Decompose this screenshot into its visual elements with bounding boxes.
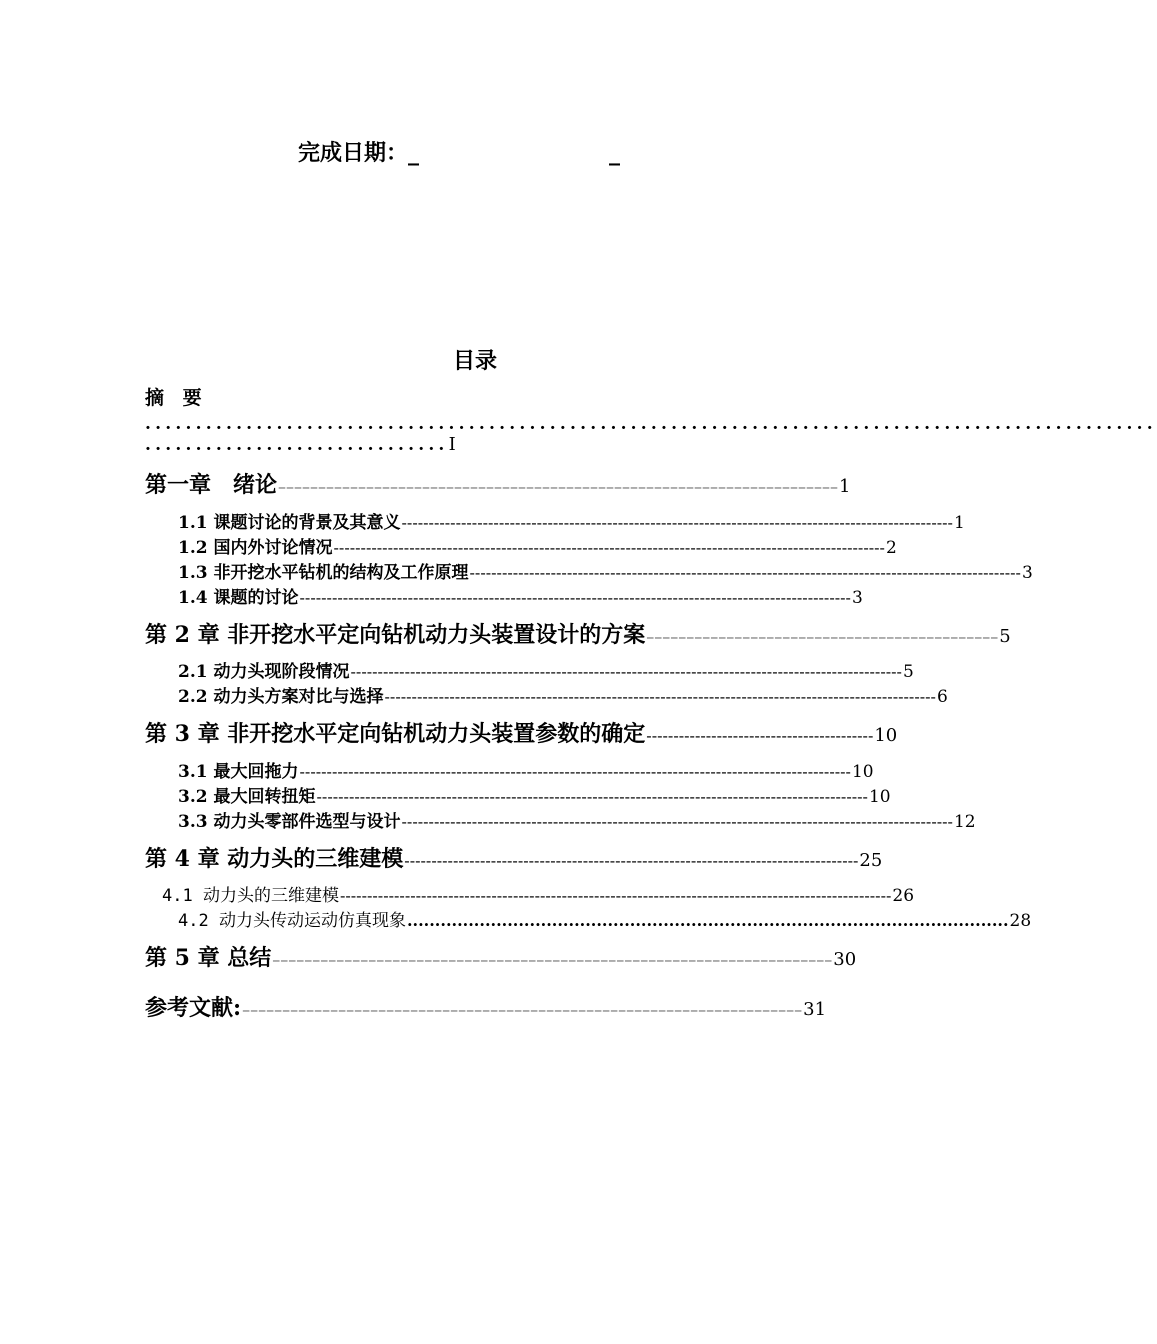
toc-entry-page: 5	[999, 626, 1011, 647]
toc-entry-4-1[interactable]	[162, 881, 915, 906]
toc-leader: ............................................................................................................	[406, 911, 1009, 930]
toc-entry-page: 3	[1021, 563, 1033, 583]
toc-entry-page: 10	[851, 762, 874, 782]
toc-entry-page: 12	[953, 812, 976, 832]
toc-entry-3-1[interactable]	[178, 757, 874, 782]
toc-entry-1-3[interactable]	[178, 558, 1033, 583]
toc-entry-page: 5	[902, 662, 914, 682]
toc-entry-page: 10	[868, 787, 891, 807]
toc-entry-label: 2.2 动力头方案对比与选择	[178, 687, 384, 707]
toc-leader: ------------------------------------------------------------------------------------------------------	[333, 538, 885, 557]
toc-leader: ------------------------------------------------------------------------------------------------------	[384, 687, 936, 706]
toc-entry-page: 10	[874, 725, 898, 746]
toc-leader: ------------------------------------------------------------------------------------------------------	[350, 662, 902, 681]
toc-leader: ------------------------------------------------------------------------------------------------------	[339, 886, 892, 905]
toc-entry-1-1[interactable]	[178, 508, 965, 533]
toc-entry-4-2[interactable]	[178, 906, 1032, 931]
toc-entry-page: 28	[1009, 911, 1032, 931]
toc-entry-label: 1.4 课题的讨论	[178, 588, 299, 608]
toc-abstract-label: 摘 要	[145, 387, 208, 409]
toc-entry-label: 第 5 章 总结	[145, 945, 272, 971]
toc-abstract-leader: ....................................................................................................	[145, 414, 1157, 434]
toc-leader: ––––––––––––––––––––––––––––––––––––––––––––––––––––––––––––––––––––––	[272, 950, 833, 969]
toc-leader: ------------------------------------------------------------------------------------------------------	[401, 812, 953, 831]
toc-entry-1-4[interactable]	[178, 583, 863, 608]
toc-leader: ––––––––––––––––––––––––––––––––––––––––––––––––––––––––––––––––––––––	[278, 477, 839, 496]
toc-entry-chapter-5[interactable]	[145, 941, 857, 972]
toc-entry-2-1[interactable]	[178, 657, 914, 682]
toc-entry-chapter-3[interactable]	[145, 717, 898, 748]
toc-leader: ------------------------------------------------------------------------------------------------------	[316, 787, 868, 806]
toc-entry-label: 1.2 国内外讨论情况	[178, 538, 333, 558]
toc-entry-page: 31	[803, 999, 827, 1020]
toc-entry-page: 1	[839, 476, 851, 497]
toc-entry-page: 1	[953, 513, 965, 533]
toc-leader: ------------------------------------------------------------------------------------------------------	[401, 513, 953, 532]
toc-leader: ––––––––––––––––––––––––––––––––––––––––––––	[646, 627, 999, 646]
toc-entry-1-2[interactable]	[178, 533, 897, 558]
toc-entry-page: 3	[851, 588, 863, 608]
toc-entry-2-2[interactable]	[178, 682, 948, 707]
toc-entry-label: 3.2 最大回转扭矩	[178, 787, 316, 807]
toc-abstract-leader-end: ..............................I	[145, 434, 456, 455]
toc-entry-page: 2	[885, 538, 897, 558]
completion-date-label: 完成日期：_	[298, 141, 420, 166]
toc-entry-label: 参考文献:	[145, 995, 242, 1021]
toc-entry-page: 6	[936, 687, 948, 707]
toc-entry-references[interactable]	[145, 991, 827, 1022]
toc-entry-3-3[interactable]	[178, 807, 976, 832]
toc-entry-label: 1.3 非开挖水平钻机的结构及工作原理	[178, 563, 469, 583]
toc-entry-label: 3.3 动力头零部件选型与设计	[178, 812, 401, 832]
toc-leader: ------------------------------------------------------------------------------------------------------	[469, 563, 1021, 582]
toc-entry-label: 3.1 最大回拖力	[178, 762, 299, 782]
toc-entry-label: 4.2 动力头传动运动仿真现象	[178, 911, 406, 931]
toc-entry-page: 25	[859, 850, 883, 871]
toc-entry-label: 4.1 动力头的三维建模	[162, 886, 339, 906]
toc-entry-label: 第 4 章 动力头的三维建模	[145, 846, 404, 872]
toc-leader: ------------------------------------------------------------------------------------------------------	[299, 588, 851, 607]
toc-entry-3-2[interactable]	[178, 782, 891, 807]
toc-entry-label: 第 2 章 非开挖水平定向钻机动力头装置设计的方案	[145, 622, 646, 648]
toc-entry-page: 30	[833, 949, 857, 970]
toc-abstract-page: I	[448, 434, 456, 455]
toc-entry-page: 26	[892, 886, 915, 906]
toc-entry-label: 1.1 课题讨论的背景及其意义	[178, 513, 401, 533]
toc-entry-chapter-2[interactable]	[145, 618, 1011, 649]
toc-entry-label: 第一章 绪论	[145, 472, 278, 498]
toc-entry-chapter-1[interactable]	[145, 468, 851, 499]
toc-title: 目录	[452, 349, 497, 374]
toc-entry-label: 第 3 章 非开挖水平定向钻机动力头装置参数的确定	[145, 721, 646, 747]
toc-leader: ------------------------------------------	[646, 726, 874, 745]
toc-leader: ------------------------------------------------------------------------------------	[404, 851, 859, 870]
toc-leader: ------------------------------------------------------------------------------------------------------	[299, 762, 851, 781]
toc-entry-label: 2.1 动力头现阶段情况	[178, 662, 350, 682]
toc-leader: ––––––––––––––––––––––––––––––––––––––––––––––––––––––––––––––––––––––	[242, 1000, 803, 1019]
toc-entry-chapter-4[interactable]	[145, 842, 883, 873]
completion-date-line	[298, 136, 620, 167]
completion-date-end: _	[609, 141, 621, 166]
